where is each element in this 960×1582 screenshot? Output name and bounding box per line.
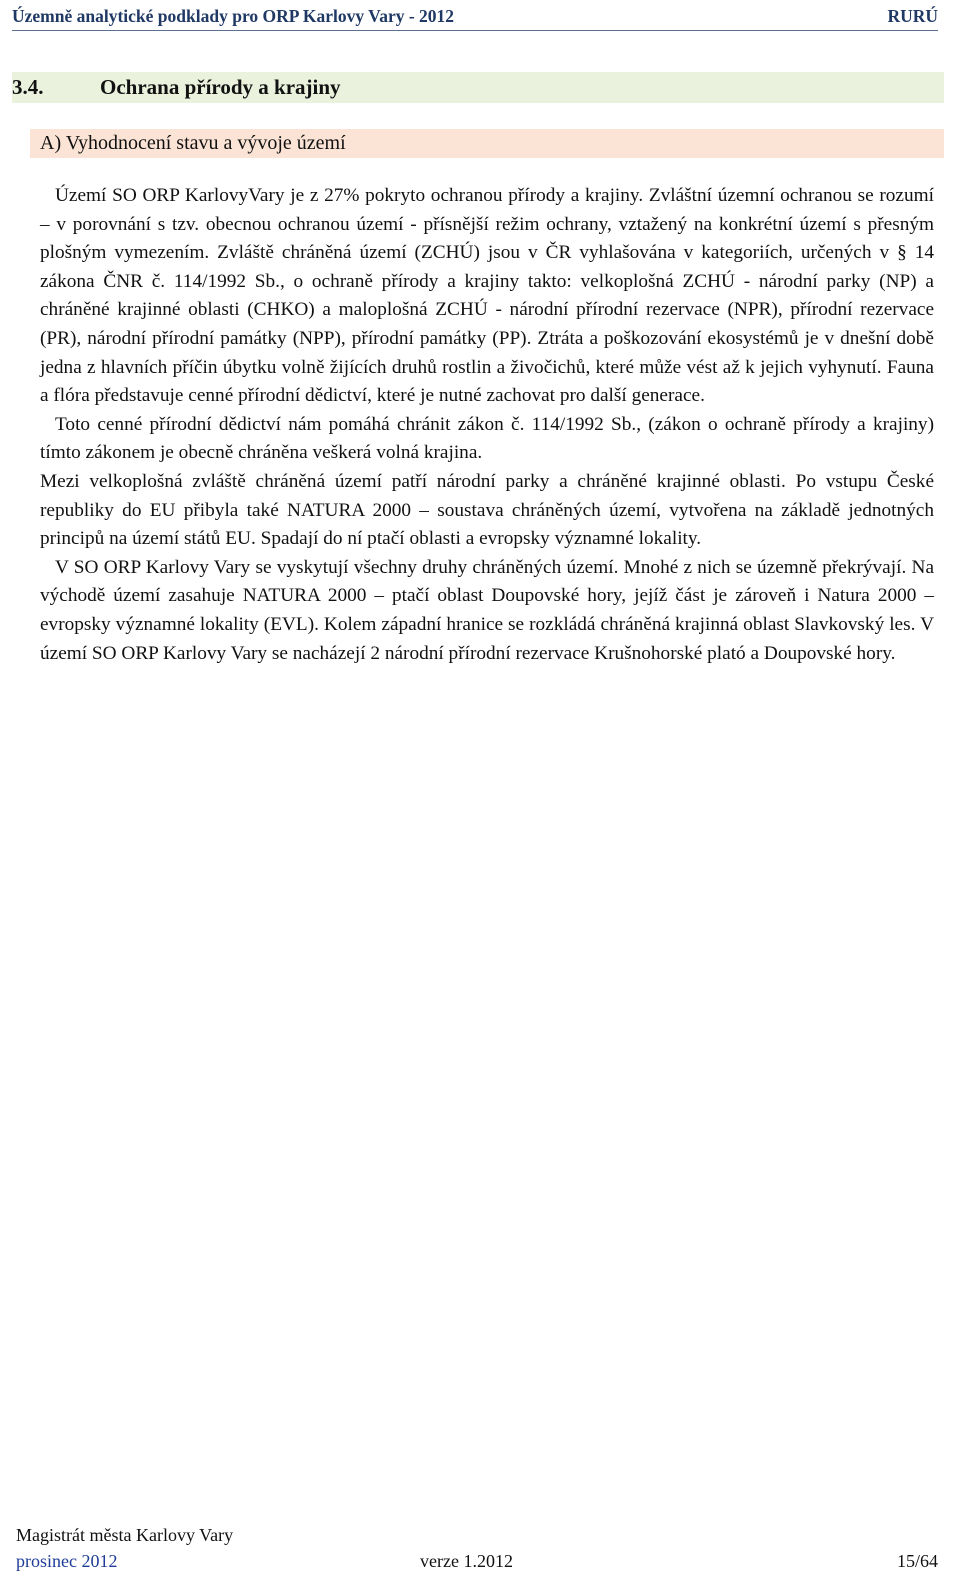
footer-organization: Magistrát města Karlovy Vary xyxy=(16,1525,234,1545)
paragraph: Území SO ORP KarlovyVary je z 27% pokryto ochranou přírody a krajiny. Zvláštní územní ochranou se rozumí – v porovnání s tzv. obecnou ochranou území - přísnější režim ochrany, vztažený na konkrétní území s přesným plošným vymezením. Zvláště chráněná území (ZCHÚ) jsou v ČR vyhlašována v kategoriích, určených v § 14 zákona ČNR č. 114/1992 Sb., o ochraně přírody a krajiny takto: velkoplošná ZCHÚ - národní parky (NP) a chráněné krajinné oblasti (CHKO) a maloplošná ZCHÚ - národní přírodní rezervace (NPR), přírodní rezervace (PR), národní přírodní památky (NPP), přírodní památky (PP). Ztráta a poškozování ekosystémů je v dnešní době jedna z hlavních příčin úbytku volně žijících druhů rostlin a živočichů, které může vést až k jejich vyhynutí. Fauna a flóra představuje cenné přírodní dědictví, které je nutné zachovat pro další generace. xyxy=(40,185,934,407)
paragraph: Mezi velkoplošná zvláště chráněná území patří národní parky a chráněné krajinné oblasti. Po vstupu České republiky do EU přibyla také NATURA 2000 – soustava chráněných území, vytvořena na základě jednotných principů na území států EU. Spadají do ní ptačí oblasti a evropsky významné lokality. xyxy=(40,470,934,550)
running-header xyxy=(12,4,938,31)
subsection-label: A) Vyhodnocení stavu a vývoje území xyxy=(40,132,346,154)
paragraph: Toto cenné přírodní dědictví nám pomáhá chránit zákon č. 114/1992 Sb., (zákon o ochraně přírody a krajiny) tímto zákonem je obecně chráněna veškerá volná krajina. xyxy=(40,413,934,464)
footer-version: verze 1.2012 xyxy=(420,1551,513,1571)
footer-date: prosinec 2012 xyxy=(16,1551,118,1571)
body-text xyxy=(40,182,934,668)
header-title: Územně analytické podklady pro ORP Karlovy Vary - 2012 xyxy=(12,6,455,26)
header-org-code: RURÚ xyxy=(887,6,938,26)
subsection-heading xyxy=(30,129,944,158)
section-number: 3.4. xyxy=(12,75,44,99)
section-heading xyxy=(12,72,944,103)
paragraph: V SO ORP Karlovy Vary se vyskytují všechny druhy chráněných území. Mnohé z nich se územně překrývají. Na východě území zasahuje NATURA 2000 – ptačí oblast Doupovské hory, jejíž část je zároveň i Natura 2000 – evropsky významné lokality (EVL). Kolem západní hranice se rozkládá chráněná krajinná oblast Slavkovský les. V území SO ORP Karlovy Vary se nacházejí 2 národní přírodní rezervace Krušnohorské plató a Doupovské hory. xyxy=(40,556,934,664)
page-number: 15/64 xyxy=(896,1551,938,1571)
section-title: Ochrana přírody a krajiny xyxy=(100,75,341,99)
page-footer xyxy=(16,1522,938,1574)
